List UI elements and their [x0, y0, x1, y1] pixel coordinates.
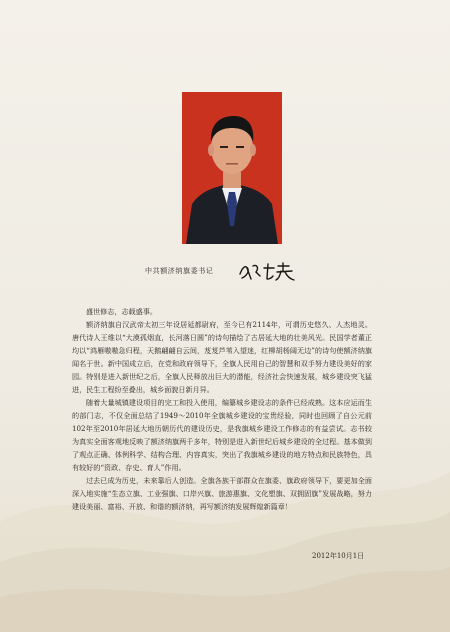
preface-body	[72, 305, 372, 513]
greeting-line: 盛世修志，志载盛事。	[86, 307, 157, 316]
author-title: 中共额济纳旗委书记	[145, 267, 214, 275]
paragraph-history: 额济纳旗自汉武帝太初三年设居延都尉府，至今已有2114年，可谓历史悠久、人杰地灵。唐代诗人王维以“大漠孤烟直，长河落日圆”的诗句描绘了古居延大地的壮美风光。民国学者董正均以“鸿雁嗷嗷急归程，天鹅翩翩自云间，芨芨芦苇入望迷，红柳胡杨阔无边”的诗句使额济纳旗闻名于世。新中国成立后，在党和政府领导下，全旗人民用自己的智慧和双手努力建设美好的家园。特别是进入新世纪之后，全旗人民释放出巨大的潜能，经济社会快速发展，城乡建设突飞猛进，民生工程纷至叠出，城乡面貌日新月异。	[72, 320, 372, 394]
person-portrait-illustration	[182, 92, 282, 244]
author-caption	[145, 260, 375, 284]
handwritten-signature	[237, 260, 303, 282]
date-line: 2012年10月1日	[312, 552, 365, 560]
paragraph-construction: 随着大量城镇建设项目的完工和投入使用，编纂城乡建设志的条件已经成熟。这本应运而生的部门志，不仅全面总结了1949～2010年全旗城乡建设的宝贵经验，同时也回顾了自公元前102年至2010年居延大地历朝历代的建设历史，是我旗城乡建设工作修志的有益尝试。志书较为真实全面客观地反映了额济纳旗两千多年，特别是进入新世纪后城乡建设的全过程。基本做到了观点正确、体例科学、结构合理、内容真实，突出了我旗城乡建设的地方特点和民族特色，具有较好的“资政、存史、育人”作用。	[72, 398, 372, 472]
paragraph-future: 过去已成为历史，未来靠后人创造。全旗各族干部群众在旗委、旗政府领导下，要更加全面深入地实施“生态立旗、工业强旗、口岸兴旗、旅游惠旗、文化塑旗、双拥固旗”发展战略，努力建设美丽、富裕、开放、和谐的额济纳，再写额济纳发展辉煌新篇章！	[72, 476, 372, 511]
portrait-photo	[182, 92, 282, 244]
